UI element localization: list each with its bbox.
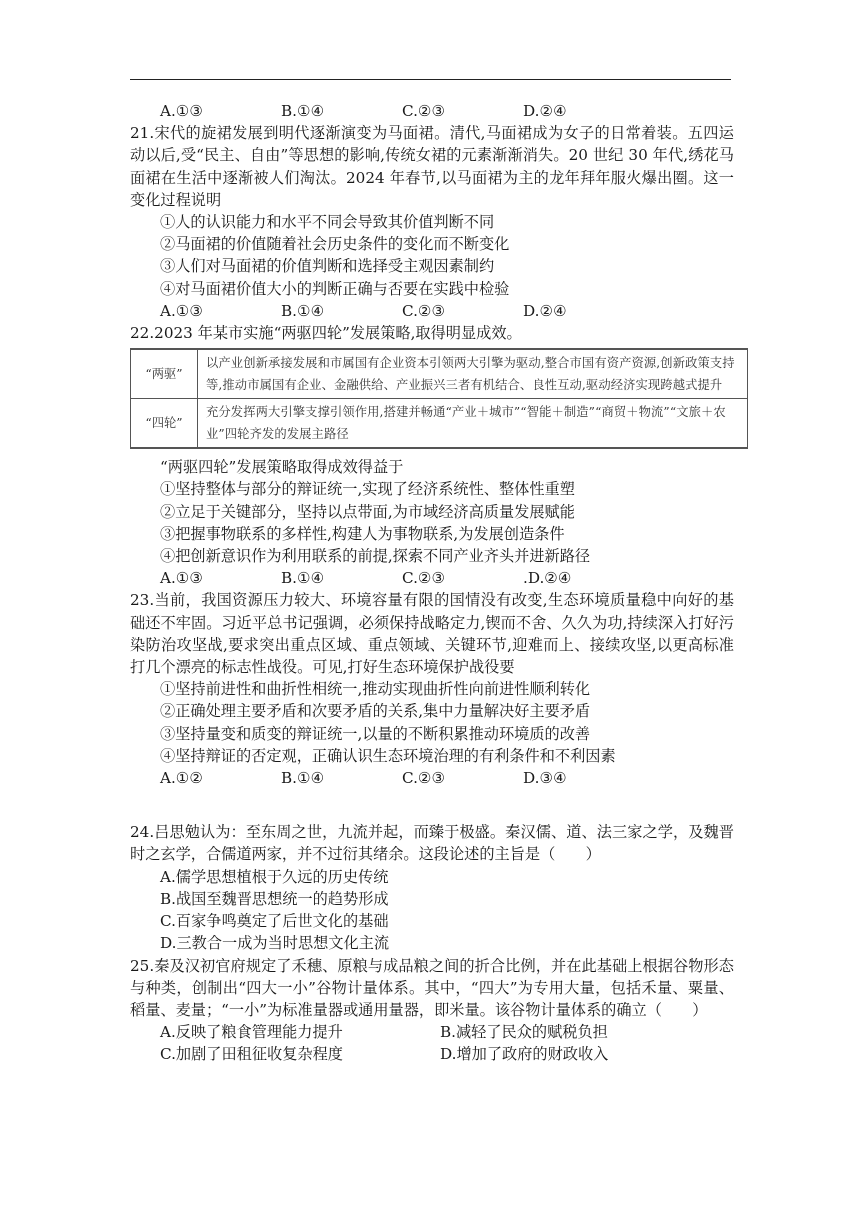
q24-option-b: B.战国至魏晋思想统一的趋势形成 <box>160 889 389 908</box>
exam-page <box>130 100 734 1066</box>
question-24 <box>130 821 734 954</box>
q22-item-2: ②立足于关键部分，坚持以点带面,为市域经济高质量发展赋能 <box>160 502 575 521</box>
q22-item-3: ③把握事物联系的多样性,构建人为事物联系,为发展创造条件 <box>160 524 565 543</box>
q22-option-a: A.①③ <box>160 569 204 588</box>
q23-option-d: D.③④ <box>523 769 567 788</box>
question-21 <box>130 122 734 322</box>
q22-option-b: B.①④ <box>281 569 325 588</box>
q20-option-c: C.②③ <box>402 102 446 120</box>
q21-item-2: ②马面裙的价值随着社会历史条件的变化而不断变化 <box>160 235 510 254</box>
q24-stem: 24.吕思勉认为：至东周之世，九流并起，而臻于极盛。秦汉儒、道、法三家之学，及魏晋时之玄学，合儒道两家，并不过衍其绪余。这段论述的主旨是（ ） <box>130 823 734 864</box>
q25-option-b: B.减轻了民众的赋税负担 <box>440 1023 608 1042</box>
table-row <box>131 399 748 449</box>
q21-option-b: B.①④ <box>281 301 325 320</box>
q25-option-a: A.反映了粮食管理能力提升 <box>160 1023 343 1042</box>
q22-question: “两驱四轮”发展策略取得成效得益于 <box>160 458 404 477</box>
table-row <box>131 349 748 399</box>
q22-option-c: C.②③ <box>402 569 446 588</box>
q21-option-c: C.②③ <box>402 301 446 320</box>
q22-options <box>130 567 734 589</box>
q24-option-a: A.儒学思想植根于久远的历史传统 <box>160 867 389 886</box>
q25-option-d: D.增加了政府的财政收入 <box>440 1045 609 1064</box>
q21-item-3: ③人们对马面裙的价值判断和选择受主观因素制约 <box>160 257 495 276</box>
q20-option-d: D.②④ <box>523 102 567 120</box>
q22-stem: 22.2023 年某市实施“两驱四轮”发展策略,取得明显成效。 <box>130 324 522 343</box>
q21-option-d: D.②④ <box>523 301 567 320</box>
header-rule <box>130 79 731 80</box>
q20-option-b: B.①④ <box>281 102 325 120</box>
q25-stem: 25.秦及汉初官府规定了禾穗、原粮与成品粮之间的折合比例，并在此基础上根据谷物形态与种类，创制出“四大一小”谷物计量体系。其中，“四大”为专用大量，包括禾量、粟量、稻量、麦量；“一小”为标准量器或通用量器，即米量。该谷物计量体系的确立（ ） <box>130 956 734 1019</box>
q24-option-d: D.三教合一成为当时思想文化主流 <box>160 934 390 953</box>
q23-options <box>130 767 734 789</box>
q21-item-4: ④对马面裙价值大小的判断正确与否要在实践中检验 <box>160 279 510 298</box>
q22-strategy-table <box>130 348 748 449</box>
q22-item-4: ④把创新意识作为利用联系的前提,探索不同产业齐头并进新路径 <box>160 547 591 566</box>
q23-item-4: ④坚持辩证的否定观，正确认识生态环境治理的有利条件和不利因素 <box>160 746 616 765</box>
table-row-body: 充分发挥两大引擎支撑引领作用,搭建并畅通“产业＋城市”“智能＋制造”“商贸＋物流”“文旅＋农业”四轮齐发的发展主路径 <box>198 399 748 449</box>
q22-item-1: ①坚持整体与部分的辩证统一,实现了经济系统性、整体性重塑 <box>160 480 575 499</box>
table-row-head: “四轮” <box>131 399 198 449</box>
q23-option-a: A.①② <box>160 769 204 788</box>
q21-options <box>130 300 734 322</box>
q21-stem: 21.宋代的旋裙发展到明代逐渐演变为马面裙。清代,马面裙成为女子的日常着装。五四运动以后,受“民主、自由”等思想的影响,传统女裙的元素渐渐消失。20 世纪 30 年代,绣花马面裙在生活中逐渐被人们淘汰。2024 年春节,以马面裙为主的龙年拜年服火爆出圈。这一变化过程说明 <box>130 124 734 209</box>
q23-item-3: ③坚持量变和质变的辩证统一,以量的不断积累推动环境质的改善 <box>160 724 591 743</box>
q25-options-row-1 <box>130 1021 734 1043</box>
question-22 <box>130 322 734 589</box>
q21-item-1: ①人的认识能力和水平不同会导致其价值判断不同 <box>160 213 495 232</box>
q25-option-c: C.加剧了田租征收复杂程度 <box>160 1045 343 1064</box>
q23-option-b: B.①④ <box>281 769 325 788</box>
q20-option-a: A.①③ <box>160 102 204 120</box>
q23-stem: 23.当前，我国资源压力较大、环境容量有限的国情没有改变,生态环境质量稳中向好的基础还不牢固。习近平总书记强调，必须保持战略定力,锲而不舍、久久为功,持续深入打好污染防治攻坚战,要求突出重点区域、重点领域、关键环节,迎难而上、接续攻坚,以更高标准打几个漂亮的标志性战役。可见,打好生态环境保护战役要 <box>130 591 734 677</box>
q21-option-a: A.①③ <box>160 301 204 320</box>
question-23 <box>130 589 734 789</box>
q25-options-row-2 <box>130 1043 734 1065</box>
q23-item-2: ②正确处理主要矛盾和次要矛盾的关系,集中力量解决好主要矛盾 <box>160 702 591 721</box>
q23-option-c: C.②③ <box>402 769 446 788</box>
q23-item-1: ①坚持前进性和曲折性相统一,推动实现曲折性向前进性顺利转化 <box>160 680 591 699</box>
q22-option-d: .D.②④ <box>523 569 572 588</box>
table-row-body: 以产业创新承接发展和市属国有企业资本引领两大引擎为驱动,整合市国有资产资源,创新政策支持等,推动市属国有企业、金融供给、产业振兴三者有机结合、良性互动,驱动经济实现跨越式提升 <box>198 349 748 399</box>
q20-options <box>130 100 734 122</box>
spacer <box>130 789 734 821</box>
question-25 <box>130 955 734 1066</box>
q24-option-c: C.百家争鸣奠定了后世文化的基础 <box>160 912 389 931</box>
table-row-head: “两驱” <box>131 349 198 399</box>
